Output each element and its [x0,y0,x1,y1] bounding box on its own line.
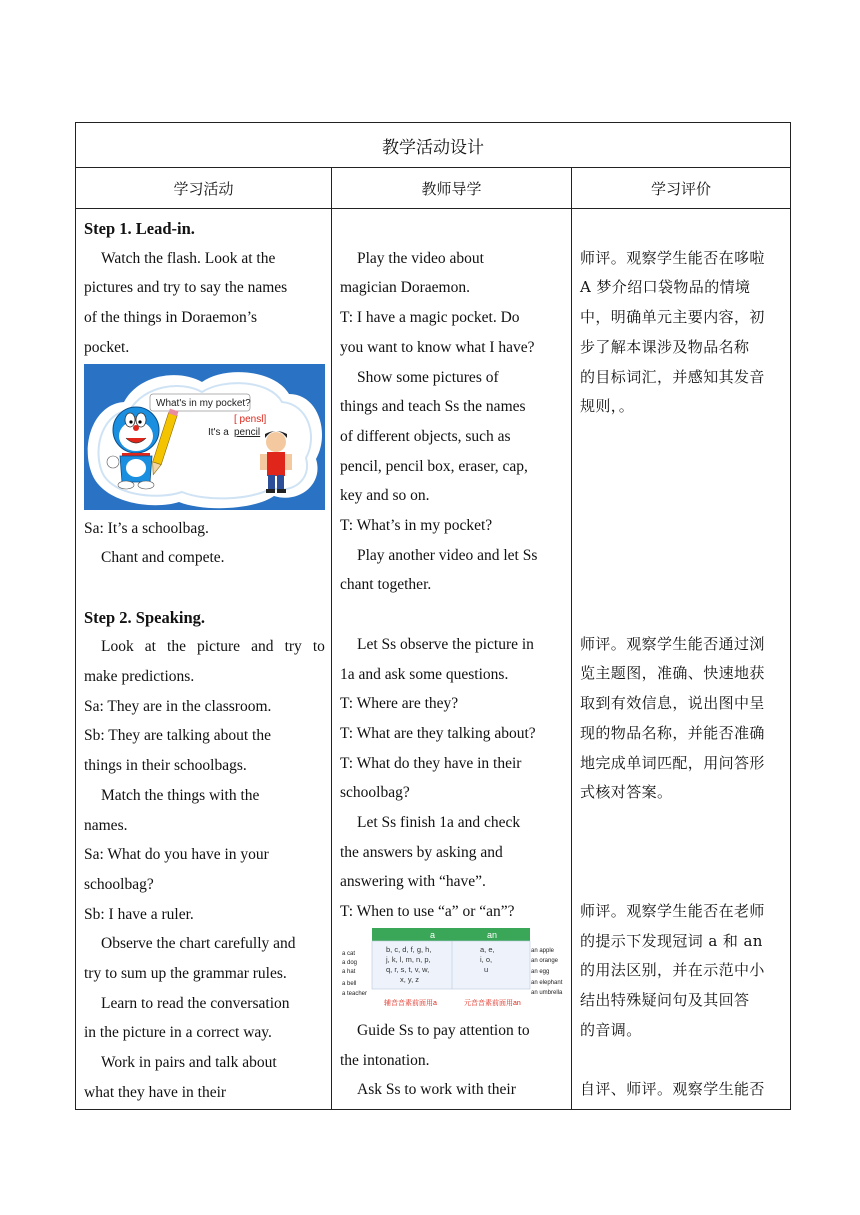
text-line: pocket. [84,338,130,356]
text-line: Sb: I have a ruler. [84,905,194,923]
text-line: Work in pairs and talk about [101,1054,277,1072]
text-line-justified: Look at the picture and try to [101,638,325,656]
svg-text:a dog: a dog [342,959,358,966]
svg-text:an apple: an apple [531,947,555,954]
grammar-chart-graphic [342,927,563,1013]
chart-head-a: a [430,929,436,940]
chart-footnote-left: 辅音音素前面用a [384,999,437,1007]
text-line: 师评。观察学生能否在哆啦 [580,248,765,267]
header-learning-evaluation: 学习评价 [572,168,791,209]
text-line: 1a and ask some questions. [340,665,509,683]
chart-footnote-right: 元音音素前面用an [464,999,521,1007]
text-line: pencil, pencil box, eraser, cap, [340,457,528,475]
svg-text:an orange: an orange [531,957,559,964]
text-line: Let Ss observe the picture in [357,635,534,653]
svg-text:b, c, d, f, g, h,: b, c, d, f, g, h, [386,944,432,954]
text-line: T: What’s in my pocket? [340,517,493,535]
activity-design-table [75,122,791,1110]
text-line: the intonation. [340,1051,430,1069]
text-line: 的提示下发现冠词 a 和 an [580,931,763,950]
teacher-column [332,209,572,1110]
text-line: 师评。观察学生能否在老师 [580,902,765,920]
text-line: of the things in Doraemon’s [84,309,258,327]
text-line: schoolbag? [84,875,154,893]
text-line: 自评、师评。观察学生能否 [580,1080,765,1099]
text-line: 览主题图，准确、快速地获 [580,664,765,683]
text-line: magician Doraemon. [340,279,470,297]
text-line: names. [84,816,128,834]
grammar-chart-slot [340,927,565,1016]
text-line: 的用法区别，并在示范中小 [580,961,765,980]
text-line: 现的物品名称，并能否准确 [580,723,765,742]
text-line: T: Where are they? [340,695,459,713]
text-line: Guide Ss to pay attention to [357,1021,530,1039]
text-line: Match the things with the [101,786,260,804]
text-line: pictures and try to say the names [84,279,288,297]
text-line: what they have in their [84,1083,227,1101]
table-title: 教学活动设计 [76,123,791,168]
svg-text:x, y, z: x, y, z [400,974,420,984]
text-line: Show some pictures of [357,368,499,386]
svg-text:an umbrella: an umbrella [531,989,563,996]
svg-text:j, k, l, m, n, p,: j, k, l, m, n, p, [386,954,431,964]
text-line: Sa: They are in the classroom. [84,697,272,715]
text-line: A 梦介绍口袋物品的情境 [580,278,751,297]
step2-heading: Step 2. Speaking. [84,607,206,627]
text-line: things in their schoolbags. [84,757,247,775]
text-line: 式核对答案。 [580,783,673,802]
doraemon-picture [84,364,325,510]
answer-prefix: It's a [208,426,229,438]
phonetic-text: [ pensl] [234,413,267,425]
text-line: the answers by asking and [340,843,503,861]
svg-text:a, e,: a, e, [480,944,495,954]
text-line: 中，明确单元主要内容，初 [580,308,765,327]
text-line: T: What are they talking about? [340,724,536,742]
svg-text:u: u [484,964,489,974]
text-line: you want to know what I have? [340,338,535,356]
text-line: answering with “have”. [340,873,486,891]
text-line: Let Ss finish 1a and check [357,814,521,832]
text-line: T: I have a magic pocket. Do [340,309,520,327]
text-line: Play another video and let Ss [357,546,538,564]
svg-text:q, r, s, t, v, w,: q, r, s, t, v, w, [386,964,430,974]
svg-text:i, o,: i, o, [480,954,493,964]
text-line: chant together. [340,576,432,594]
text-line: Sa: What do you have in your [84,846,269,864]
bubble-text: What's in my pocket? [156,397,251,409]
text-line: 师评。观察学生能否通过浏 [580,634,765,653]
svg-text:an elephant: an elephant [531,979,563,986]
text-line: Watch the flash. Look at the [101,249,276,267]
text-line: in the picture in a correct way. [84,1024,272,1042]
text-line: Chant and compete. [101,549,225,567]
activity-column [76,209,332,1110]
svg-text:an egg: an egg [531,968,550,975]
svg-text:a cat: a cat [342,950,356,957]
doraemon-picture-slot [84,363,325,514]
text-line: Sb: They are talking about the [84,727,271,745]
text-line: T: When to use “a” or “an”? [340,903,515,921]
step1-heading: Step 1. Lead-in. [84,219,195,238]
text-line: T: What do they have in their [340,754,522,772]
text-line: Learn to read the conversation [101,994,290,1012]
header-teacher-guidance: 教师导学 [332,168,572,209]
text-line: 的目标词汇，并感知其发音 [580,367,765,386]
text-line: try to sum up the grammar rules. [84,965,287,983]
evaluation-column [572,209,791,1110]
svg-text:a bell: a bell [342,980,357,987]
text-line: 地完成单词匹配，用问答形 [580,753,765,772]
text-line: 规则，。 [580,397,635,416]
svg-text:a hat: a hat [342,968,356,975]
text-line: 步了解本课涉及物品名称 [580,337,750,356]
svg-text:a teacher: a teacher [342,990,368,997]
text-line: Play the video about [357,249,484,267]
answer-word: pencil [234,426,261,438]
text-line: key and so on. [340,487,430,505]
text-line: of different objects, such as [340,427,511,445]
text-line: make predictions. [84,668,195,686]
header-learning-activity: 学习活动 [76,168,332,209]
article-grammar-chart [342,927,563,1013]
chart-head-an: an [487,929,498,940]
text-line: 取到有效信息，说出图中呈 [580,694,765,713]
text-line: things and teach Ss the names [340,398,526,416]
text-line: 结出特殊疑问句及其回答 [580,991,750,1010]
text-line: Sa: It’s a schoolbag. [84,519,209,537]
text-line: Observe the chart carefully and [101,935,296,953]
text-line: Ask Ss to work with their [357,1081,516,1099]
text-line: schoolbag? [340,784,410,802]
text-line: 的音调。 [580,1020,642,1039]
doraemon-illustration [84,364,325,510]
